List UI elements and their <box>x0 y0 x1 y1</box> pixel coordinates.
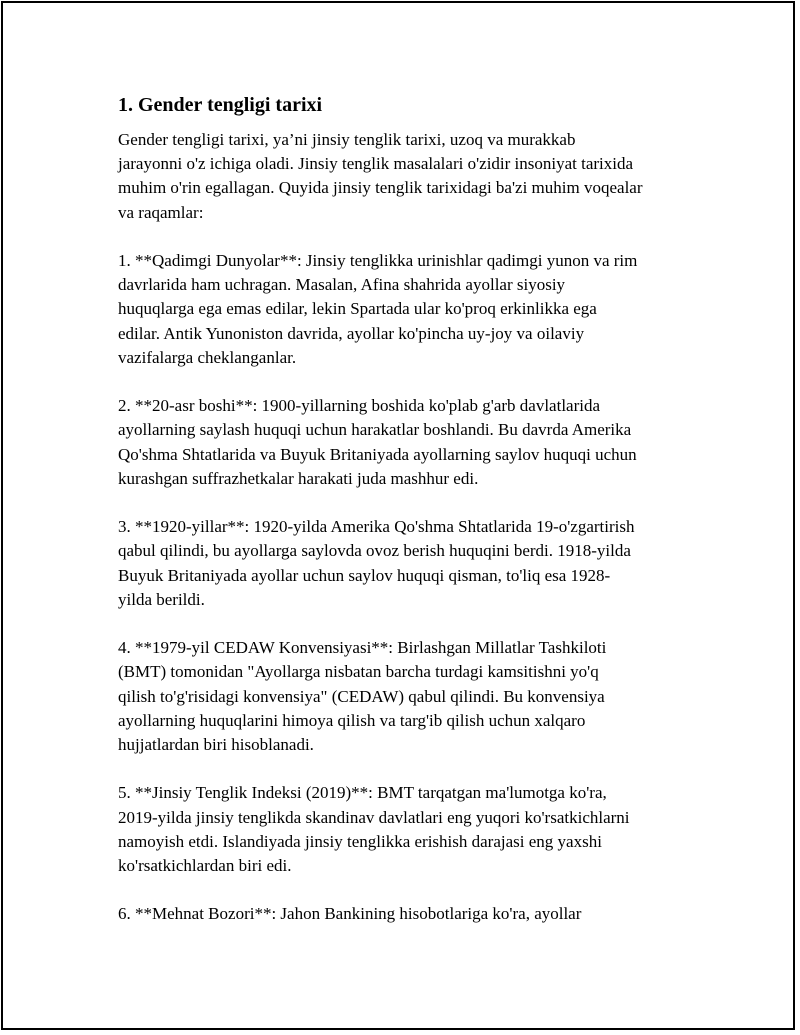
text-line: Buyuk Britaniyada ayollar uchun saylov huquqi qisman, to'liq esa 1928- <box>118 565 611 585</box>
text-line: ayollarning saylash huquqi uchun harakatlar boshlandi. Bu davrda Amerika <box>118 420 632 440</box>
paragraph-intro <box>118 128 698 225</box>
text-line: muhim o'rin egallagan. Quyida jinsiy tenglik tarixidagi ba'zi muhim voqealar <box>118 178 643 198</box>
paragraph-gap <box>118 491 698 515</box>
text-line: yilda berildi. <box>118 589 205 609</box>
text-line: kurashgan suffrazhetkalar harakati juda mashhur edi. <box>118 468 479 488</box>
text-line: 2019-yilda jinsiy tenglikda skandinav davlatlari eng yuqori ko'rsatkichlarni <box>118 807 630 827</box>
paragraph-item-3 <box>118 515 698 612</box>
text-line: qilish to'g'risidagi konvensiya" (CEDAW) qabul qilindi. Bu konvensiya <box>118 686 605 706</box>
text-line: 4. **1979-yil CEDAW Konvensiyasi**: Birlashgan Millatlar Tashkiloti <box>118 638 607 658</box>
paragraph-gap <box>118 878 698 902</box>
text-line: vazifalarga cheklanganlar. <box>118 347 297 367</box>
text-line: ko'rsatkichlardan biri edi. <box>118 856 292 876</box>
text-line: qabul qilindi, bu ayollarga saylovda ovoz berish huquqini berdi. 1918-yilda <box>118 541 631 561</box>
document-body <box>118 92 698 927</box>
paragraph-gap <box>118 225 698 249</box>
text-line: ayollarning huquqlarini himoya qilish va targ'ib qilish uchun xalqaro <box>118 710 586 730</box>
paragraph-item-4 <box>118 636 698 757</box>
paragraph-item-5 <box>118 781 698 878</box>
section-title: 1. Gender tengligi tarixi <box>118 94 323 116</box>
text-line: huquqlarga ega emas edilar, lekin Spartada ular ko'proq erkinlikka ega <box>118 299 597 319</box>
paragraph-item-1 <box>118 249 698 370</box>
paragraph-gap <box>118 612 698 636</box>
paragraph-gap <box>118 370 698 394</box>
text-line: 6. **Mehnat Bozori**: Jahon Bankining hisobotlariga ko'ra, ayollar <box>118 904 582 924</box>
text-line: 1. **Qadimgi Dunyolar**: Jinsiy tenglikka urinishlar qadimgi yunon va rim <box>118 251 638 270</box>
text-line: hujjatlardan biri hisoblanadi. <box>118 735 314 755</box>
text-line: 3. **1920-yillar**: 1920-yilda Amerika Qo'shma Shtatlarida 19-o'zgartirish <box>118 517 635 537</box>
text-line: 2. **20-asr boshi**: 1900-yillarning boshida ko'plab g'arb davlatlarida <box>118 396 601 416</box>
paragraph-item-6 <box>118 902 698 926</box>
text-line: jarayonni o'z ichiga oladi. Jinsiy tenglik masalalari o'zidir insoniyat tarixida <box>118 154 634 174</box>
text-line: Qo'shma Shtatlarida va Buyuk Britaniyada ayollarning saylov huquqi uchun <box>118 444 637 464</box>
text-line: edilar. Antik Yunoniston davrida, ayollar ko'pincha uy-joy va oilaviy <box>118 323 585 343</box>
paragraph-item-2 <box>118 394 698 491</box>
text-line: namoyish etdi. Islandiyada jinsiy tenglikka erishish darajasi eng yaxshi <box>118 831 602 851</box>
text-line: va raqamlar: <box>118 202 204 222</box>
paragraph-gap <box>118 757 698 781</box>
text-line: 5. **Jinsiy Tenglik Indeksi (2019)**: BMT tarqatgan ma'lumotga ko'ra, <box>118 783 607 803</box>
text-line: (BMT) tomonidan "Ayollarga nisbatan barcha turdagi kamsitishni yo'q <box>118 662 599 682</box>
text-line: Gender tengligi tarixi, ya’ni jinsiy tenglik tarixi, uzoq va murakkab <box>118 130 576 149</box>
text-line: davrlarida ham uchragan. Masalan, Afina shahrida ayollar siyosiy <box>118 275 566 295</box>
